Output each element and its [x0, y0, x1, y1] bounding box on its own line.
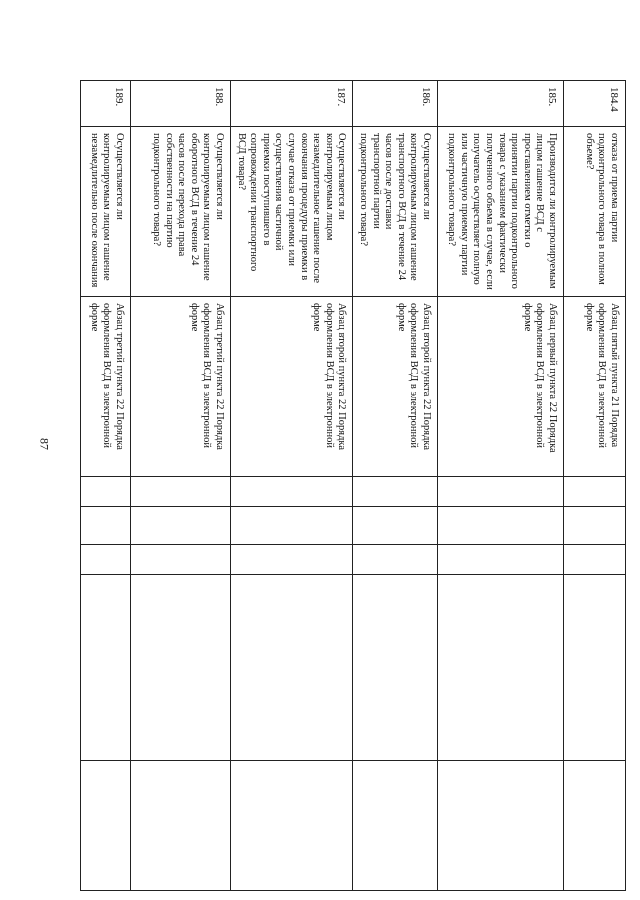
answer-no-cell	[231, 507, 353, 545]
table-row	[438, 81, 564, 891]
answer-na-cell	[438, 545, 564, 575]
notes-cell	[438, 761, 564, 891]
answer-no-cell	[564, 507, 626, 545]
reference-cell: Абзац второй пункта 22 Порядка оформления ВСД в электронной форме	[353, 297, 438, 477]
answer-yes-cell	[564, 477, 626, 507]
answer-yes-cell	[353, 477, 438, 507]
checklist-table	[80, 80, 626, 891]
table-row	[131, 81, 231, 891]
question-cell: отказа от приема партии подконтрольного товара в полном объеме?	[564, 127, 626, 297]
explanation-cell	[438, 575, 564, 761]
row-number: 188.	[131, 81, 231, 127]
answer-no-cell	[131, 507, 231, 545]
explanation-cell	[564, 575, 626, 761]
notes-cell	[81, 761, 131, 891]
explanation-cell	[81, 575, 131, 761]
question-cell: Производится ли контролируемым лицом гашение ВСД с проставлением отметки о принятии партии подконтрольного товара с указанием фактически полученного объема в случае, если получатель осуществляет полную или частичную приемку партии подконтрольного товара?	[438, 127, 564, 297]
question-cell: Осуществляется ли контролируемым лицом гашение оборотного ВСД в течение 24 часов после перехода права собственности на партию подконтрольного товара?	[131, 127, 231, 297]
reference-cell: Абзац второй пункта 22 Порядка оформления ВСД в электронной форме	[231, 297, 353, 477]
answer-na-cell	[231, 545, 353, 575]
reference-cell: Абзац пятый пункта 21 Порядка оформления ВСД в электронной форме	[564, 297, 626, 477]
explanation-cell	[353, 575, 438, 761]
row-number: 184.4	[564, 81, 626, 127]
row-number: 186.	[353, 81, 438, 127]
answer-na-cell	[564, 545, 626, 575]
checklist-table-frame	[86, 80, 626, 890]
question-cell: Осуществляется ли контролируемым лицом гашение незамедлительно после окончания	[81, 127, 131, 297]
table-row	[231, 81, 353, 891]
notes-cell	[564, 761, 626, 891]
answer-na-cell	[131, 545, 231, 575]
answer-no-cell	[438, 507, 564, 545]
page-number: 87	[37, 438, 52, 450]
reference-cell: Абзац третий пункта 22 Порядка оформления ВСД в электронной форме	[81, 297, 131, 477]
notes-cell	[353, 761, 438, 891]
answer-na-cell	[353, 545, 438, 575]
row-number: 187.	[231, 81, 353, 127]
answer-no-cell	[353, 507, 438, 545]
table-row	[564, 81, 626, 891]
checklist-table-rotated	[86, 80, 626, 890]
answer-yes-cell	[81, 477, 131, 507]
explanation-cell	[231, 575, 353, 761]
explanation-cell	[131, 575, 231, 761]
reference-cell: Абзац первый пункта 22 Порядка оформления ВСД в электронной форме	[438, 297, 564, 477]
question-cell: Осуществляется ли контролируемым лицом гашение транспортного ВСД в течение 24 часов после доставки транспортной партии подконтрольного товара?	[353, 127, 438, 297]
row-number: 185.	[438, 81, 564, 127]
reference-cell: Абзац третий пункта 22 Порядка оформления ВСД в электронной форме	[131, 297, 231, 477]
row-number: 189.	[81, 81, 131, 127]
answer-no-cell	[81, 507, 131, 545]
answer-na-cell	[81, 545, 131, 575]
question-cell: Осуществляется ли контролируемым лицом незамедлительное гашение после окончания процедуры приемки в случае отказа от приемки или осуществления частичной приемки поступившего в сопровождении транспортного ВСД товара?	[231, 127, 353, 297]
answer-yes-cell	[438, 477, 564, 507]
answer-yes-cell	[231, 477, 353, 507]
answer-yes-cell	[131, 477, 231, 507]
table-row	[353, 81, 438, 891]
notes-cell	[131, 761, 231, 891]
table-row	[81, 81, 131, 891]
notes-cell	[231, 761, 353, 891]
